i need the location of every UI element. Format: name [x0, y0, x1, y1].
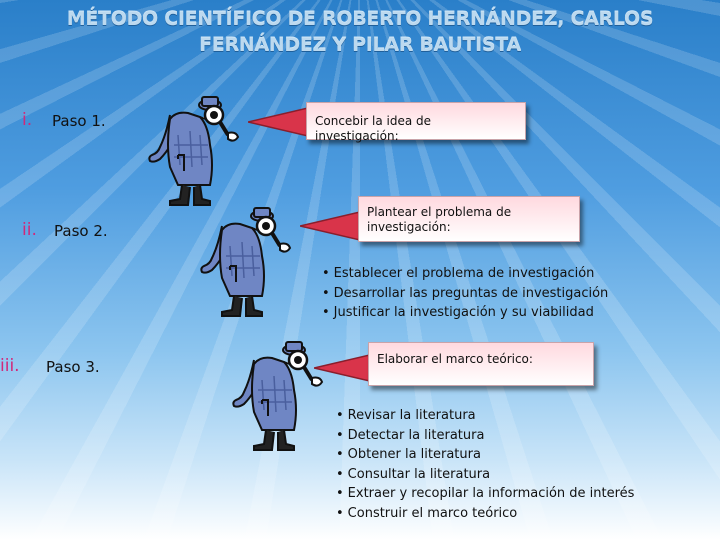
step-3-bubble [368, 342, 594, 386]
title-line-1: MÉTODO CIENTÍFICO DE ROBERTO HERNÁNDEZ, CARLOS [66, 8, 654, 30]
detective-magnifier-icon [200, 206, 296, 320]
list-item: • Obtener la literatura [336, 445, 634, 465]
step-3-label: Paso 3. [46, 358, 100, 376]
step-1-numeral: i. [22, 110, 33, 130]
list-item: • Consultar la literatura [336, 465, 634, 485]
step-2-bubble [358, 196, 580, 242]
bubble-pointer-icon [248, 104, 308, 140]
list-item: • Construir el marco teórico [336, 504, 634, 524]
detective-magnifier-icon [148, 95, 244, 209]
list-item: • Detectar la literatura [336, 426, 634, 446]
step-3-bubble-text: Elaborar el marco teórico: [377, 352, 533, 366]
step-2-numeral: ii. [22, 220, 37, 240]
bubble-pointer-icon [314, 350, 374, 386]
list-item: • Establecer el problema de investigación [322, 264, 608, 284]
problema-list [322, 264, 608, 323]
step-2-bubble-text: Plantear el problema de investigación: [367, 205, 512, 234]
title-line-2: FERNÁNDEZ Y PILAR BAUTISTA [199, 34, 521, 56]
step-3-numeral: iii. [0, 356, 20, 376]
step-1-label: Paso 1. [52, 112, 106, 130]
step-1-bubble-text: Concebir la idea de investigación: [315, 114, 432, 143]
list-item: • Revisar la literatura [336, 406, 634, 426]
slide-title [40, 6, 680, 58]
step-1-bubble [306, 102, 526, 143]
marco-list [336, 406, 634, 523]
list-item: • Extraer y recopilar la información de interés [336, 484, 634, 504]
bubble-pointer-icon [300, 208, 360, 244]
list-item: • Justificar la investigación y su viabilidad [322, 303, 608, 323]
list-item: • Desarrollar las preguntas de investigación [322, 284, 608, 304]
step-2-label: Paso 2. [54, 222, 108, 240]
